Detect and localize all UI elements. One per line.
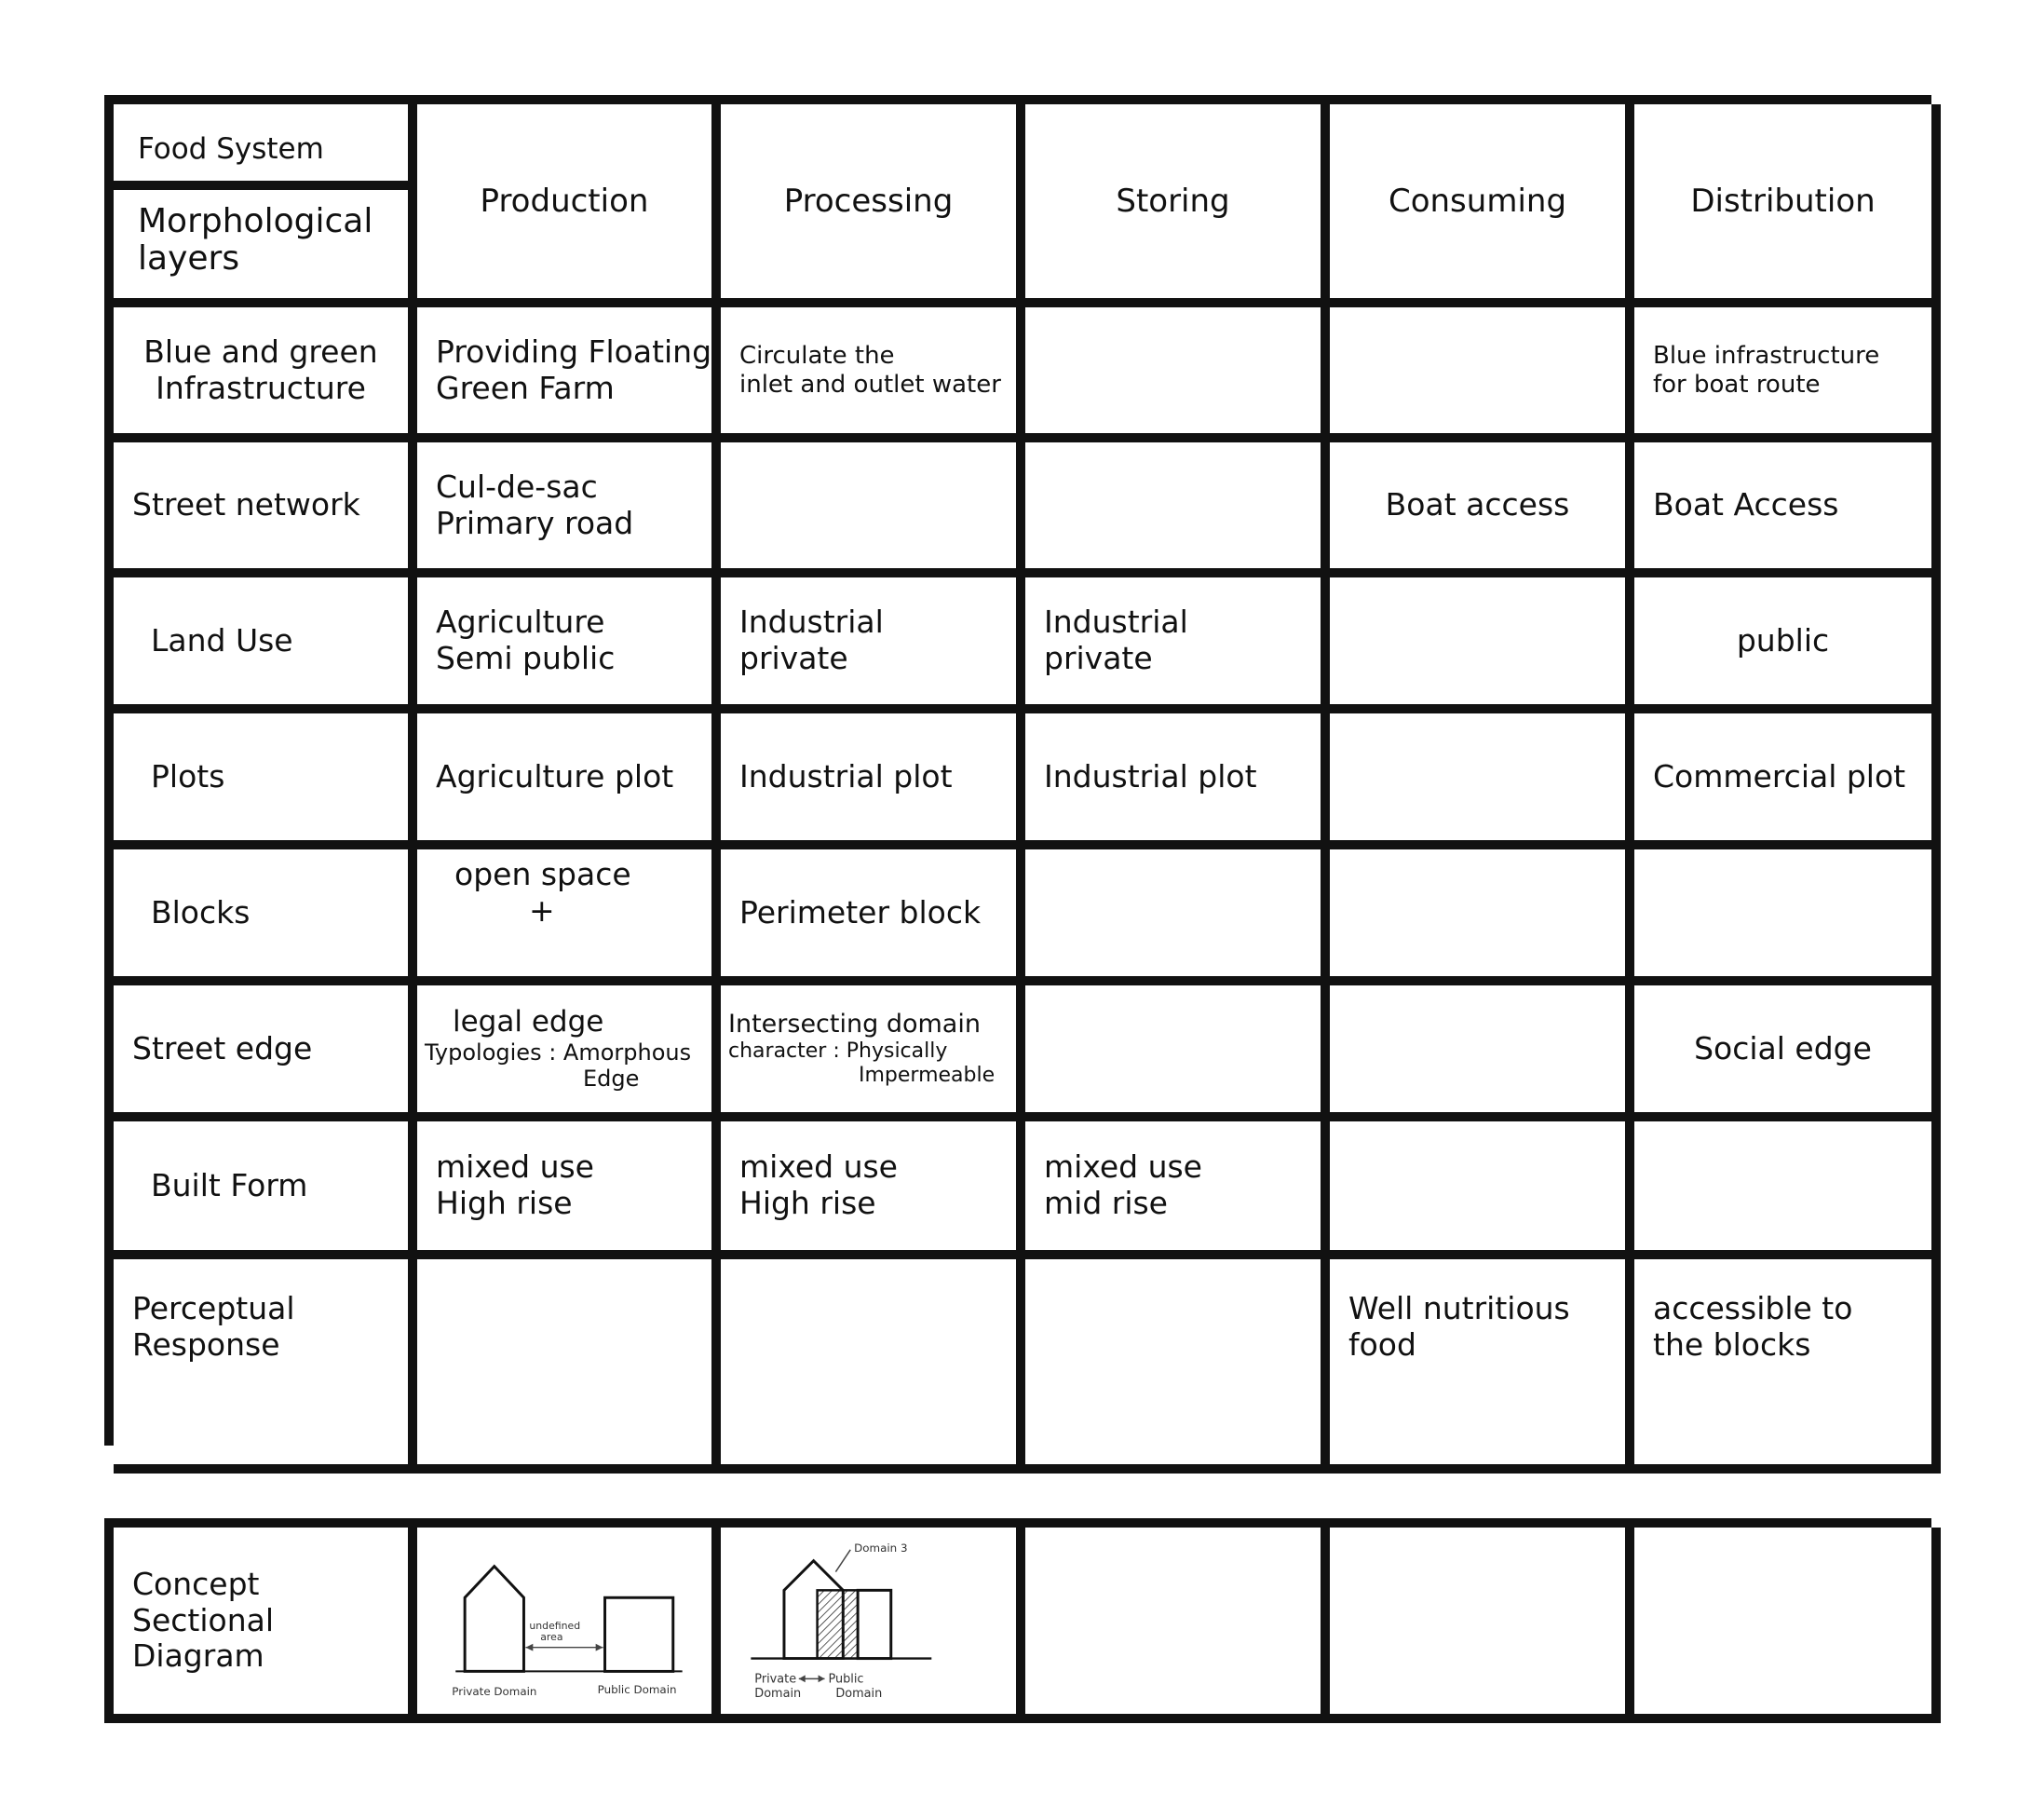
arrow-head-right	[596, 1644, 603, 1651]
cell-line: private	[739, 640, 848, 676]
cell-street-edge-storing	[1025, 985, 1330, 1121]
row-label-street-edge	[114, 985, 417, 1121]
label-line: Street edge	[132, 1029, 313, 1066]
cell-blocks-processing	[721, 849, 1025, 985]
cell-line: Agriculture	[436, 604, 605, 641]
morphological-line-1: Morphological	[138, 202, 373, 240]
cell-blue-green-storing	[1025, 307, 1330, 442]
cell-line: Boat Access	[1653, 486, 1839, 523]
cell-built-form-consuming	[1330, 1121, 1634, 1259]
cell-line: public	[1736, 621, 1830, 659]
cell-line: Green Farm	[436, 369, 615, 406]
private-domain-label-2: Domain	[753, 1687, 801, 1702]
cell-line: High rise	[436, 1185, 573, 1221]
cell-built-form-processing	[721, 1121, 1025, 1259]
cell-street-network-production	[417, 442, 721, 577]
cell-line: Industrial	[739, 604, 884, 641]
cell-blocks-storing	[1025, 849, 1330, 985]
cell-line: Impermeable	[859, 1063, 996, 1087]
cell-blue-green-distribution	[1634, 307, 1941, 442]
header-storing: Storing	[1025, 104, 1330, 307]
label-line: Perceptual	[132, 1290, 295, 1326]
private-domain-label-1: Private	[753, 1672, 796, 1687]
row-label-street-network	[114, 442, 417, 577]
label-line: Diagram	[132, 1637, 264, 1675]
cell-line: +	[529, 891, 555, 929]
cell-land-use-storing	[1025, 577, 1330, 713]
cell-street-network-consuming	[1330, 442, 1634, 577]
row-label-blocks	[114, 849, 417, 985]
cell-street-edge-production	[417, 985, 721, 1121]
cell-street-network-processing	[721, 442, 1025, 577]
morphological-line-2: layers	[138, 238, 240, 278]
label-line: Land Use	[151, 621, 293, 659]
cell-plots-consuming	[1330, 713, 1634, 849]
morphological-layers-label	[114, 190, 408, 290]
cell-line: mixed use	[436, 1148, 594, 1186]
consuming-section-diagram-cell	[1330, 1528, 1634, 1723]
concept-diagram-table	[104, 1518, 1931, 1723]
cell-perceptual-production	[417, 1259, 721, 1474]
cell-street-edge-consuming	[1330, 985, 1634, 1121]
food-system-label: Food System	[114, 104, 408, 190]
cell-line: Boat access	[1385, 486, 1570, 523]
public-domain-label-2: Domain	[834, 1687, 882, 1702]
cell-plots-processing	[721, 713, 1025, 849]
cell-blue-green-processing	[721, 307, 1025, 442]
undefined-area-label-2: area	[540, 1630, 563, 1643]
label-line: Street network	[132, 486, 360, 523]
cell-street-edge-distribution	[1634, 985, 1941, 1121]
cell-line: Social edge	[1694, 1029, 1872, 1066]
distribution-section-diagram-cell	[1634, 1528, 1941, 1723]
concept-sectional-diagram-label	[114, 1528, 417, 1723]
cell-line: Circulate the	[739, 341, 895, 370]
cell-line: Industrial	[1044, 604, 1188, 641]
cell-line: Cul-de-sac	[436, 468, 598, 505]
label-line: Blue and green	[143, 333, 378, 370]
cell-line: accessible to	[1653, 1290, 1853, 1326]
public-domain-label: Public Domain	[597, 1683, 677, 1697]
label-line: Plots	[151, 757, 225, 795]
cell-line: private	[1044, 640, 1153, 676]
cell-blocks-distribution	[1634, 849, 1941, 985]
cell-street-edge-processing	[721, 985, 1025, 1121]
cell-street-network-storing	[1025, 442, 1330, 577]
cell-line: mid rise	[1044, 1185, 1168, 1221]
cell-line: Industrial plot	[739, 757, 953, 795]
cell-perceptual-distribution	[1634, 1259, 1941, 1474]
cell-plots-storing	[1025, 713, 1330, 849]
cell-line: Perimeter block	[739, 893, 982, 930]
storing-section-diagram-cell	[1025, 1528, 1330, 1723]
label-line: Concept	[132, 1565, 260, 1602]
cell-line: Blue infrastructure	[1653, 341, 1880, 370]
food-system-matrix	[104, 95, 1931, 1446]
private-house-shape	[465, 1567, 523, 1672]
label-line: Response	[132, 1325, 280, 1363]
public-building-shape	[605, 1597, 673, 1671]
cell-line: mixed use	[739, 1148, 898, 1186]
header-consuming: Consuming	[1330, 104, 1634, 307]
cell-line: Intersecting domain	[728, 1010, 981, 1039]
cell-built-form-storing	[1025, 1121, 1330, 1259]
cell-perceptual-storing	[1025, 1259, 1330, 1474]
cell-line: open space	[454, 856, 631, 892]
production-section-diagram-cell	[417, 1528, 721, 1723]
domain3-hatched-area	[817, 1590, 858, 1658]
row-label-plots	[114, 713, 417, 849]
cell-built-form-production	[417, 1121, 721, 1259]
cell-line: food	[1348, 1325, 1416, 1363]
header-production: Production	[417, 104, 721, 307]
cell-line: for boat route	[1653, 370, 1821, 399]
public-building-shape	[858, 1590, 891, 1658]
cell-line: Industrial plot	[1044, 757, 1257, 795]
processing-section-diagram-cell	[721, 1528, 1025, 1723]
cell-line: inlet and outlet water	[739, 370, 1001, 399]
arrow-head-left	[525, 1644, 533, 1651]
domain3-pointer	[835, 1550, 850, 1572]
cell-built-form-distribution	[1634, 1121, 1941, 1259]
processing-section-diagram	[731, 1533, 1007, 1708]
cell-plots-production	[417, 713, 721, 849]
cell-line: Typologies : Amorphous	[425, 1039, 692, 1066]
private-domain-label: Private Domain	[452, 1685, 537, 1699]
cell-land-use-distribution	[1634, 577, 1941, 713]
undefined-area-label-1: undefined	[529, 1619, 581, 1632]
row-label-perceptual-response	[114, 1259, 417, 1474]
cell-line: Semi public	[436, 640, 616, 676]
public-domain-label-1: Public	[827, 1672, 864, 1687]
cell-blocks-production	[417, 849, 721, 985]
arrow-head-right	[818, 1675, 824, 1682]
cell-line: Well nutritious	[1348, 1290, 1570, 1326]
label-line: Infrastructure	[156, 369, 366, 406]
cell-land-use-consuming	[1330, 577, 1634, 713]
cell-land-use-processing	[721, 577, 1025, 713]
cell-line: character : Physically	[728, 1039, 948, 1063]
cell-perceptual-processing	[721, 1259, 1025, 1474]
cell-line: Commercial plot	[1653, 757, 1906, 795]
cell-plots-distribution	[1634, 713, 1941, 849]
cell-line: Agriculture plot	[436, 757, 674, 795]
label-line: Built Form	[151, 1166, 308, 1203]
cell-line: Providing Floating	[436, 333, 712, 370]
cell-line: Edge	[583, 1066, 640, 1093]
cell-blocks-consuming	[1330, 849, 1634, 985]
production-section-diagram	[427, 1533, 702, 1708]
cell-line: the blocks	[1653, 1325, 1811, 1363]
cell-line: mixed use	[1044, 1148, 1202, 1186]
row-label-built-form	[114, 1121, 417, 1259]
row-label-blue-green	[114, 307, 417, 442]
cell-land-use-production	[417, 577, 721, 713]
domain3-label: Domain 3	[853, 1541, 908, 1555]
corner-header-cell	[114, 104, 417, 307]
cell-line: Primary road	[436, 504, 634, 541]
cell-blue-green-consuming	[1330, 307, 1634, 442]
cell-perceptual-consuming	[1330, 1259, 1634, 1474]
label-line: Blocks	[151, 893, 251, 930]
label-line: Sectional	[132, 1601, 274, 1638]
row-label-land-use	[114, 577, 417, 713]
header-distribution: Distribution	[1634, 104, 1941, 307]
arrow-head-left	[798, 1675, 805, 1682]
cell-line: High rise	[739, 1185, 876, 1221]
header-processing: Processing	[721, 104, 1025, 307]
cell-street-network-distribution	[1634, 442, 1941, 577]
cell-line: legal edge	[453, 1005, 604, 1039]
cell-blue-green-production	[417, 307, 721, 442]
